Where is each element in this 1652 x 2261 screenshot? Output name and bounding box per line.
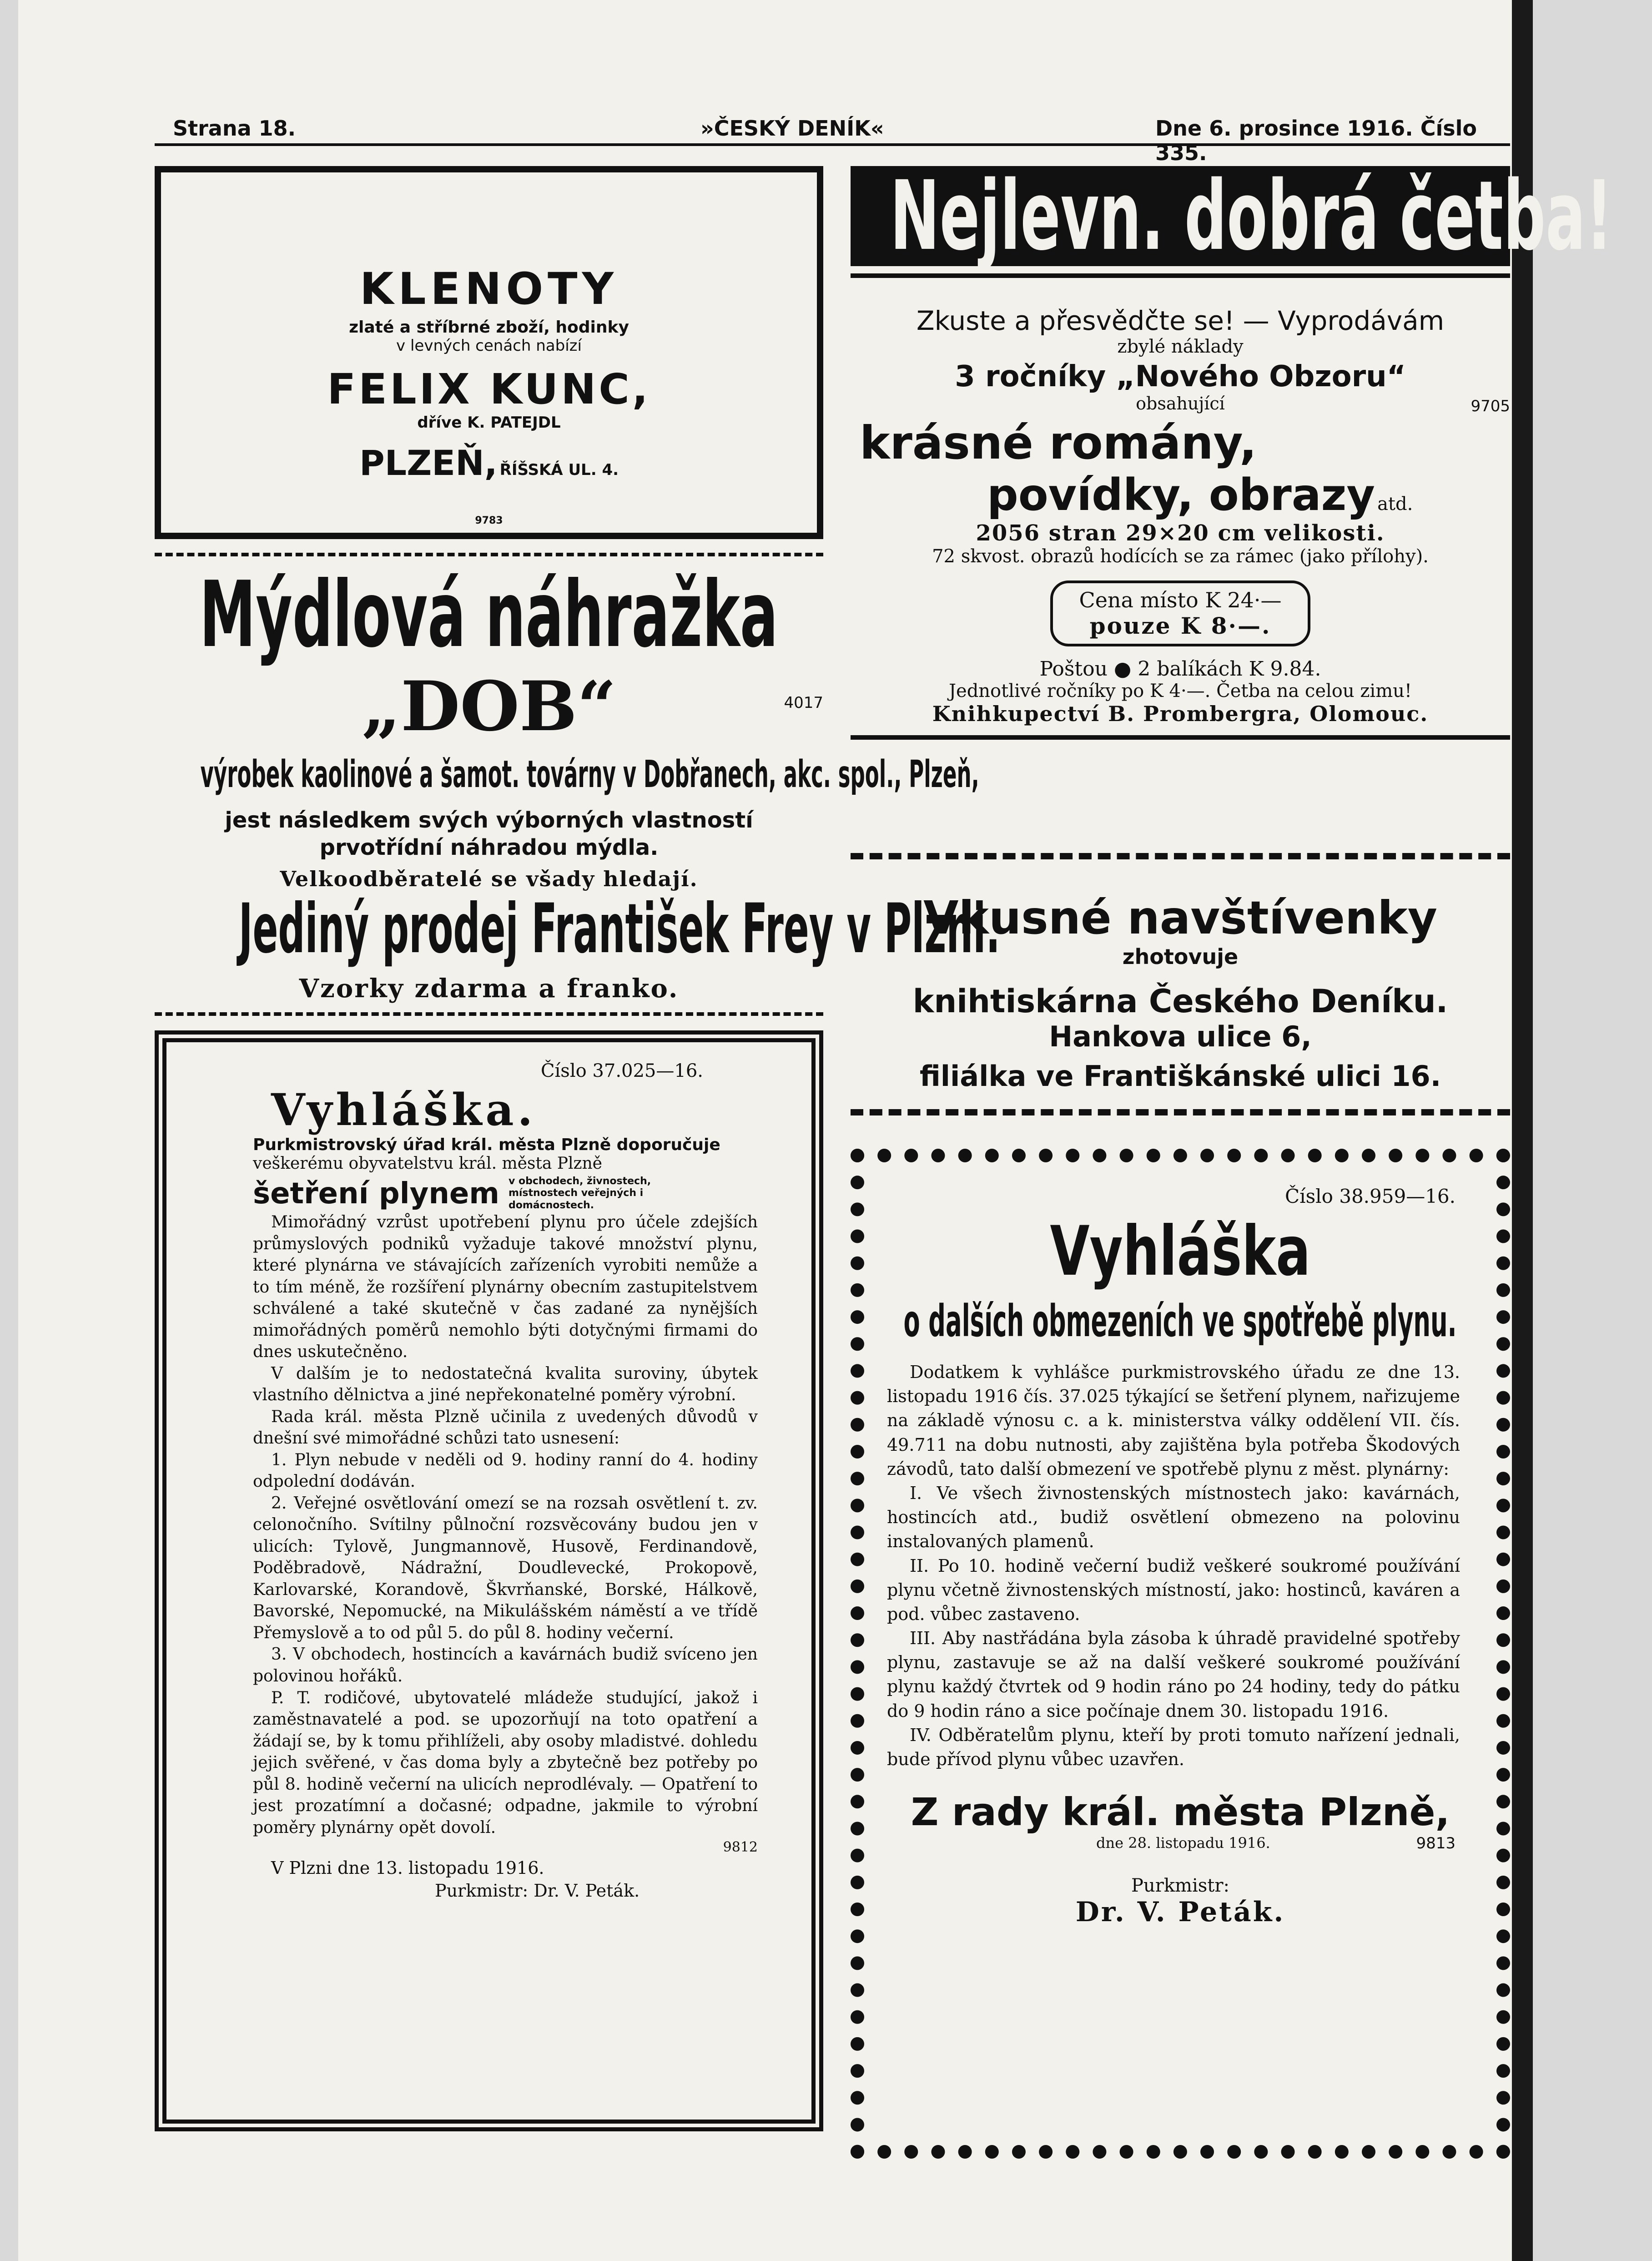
vyhlaska1-saving: šetření plynem <box>253 1176 499 1211</box>
vyhlaska2-content <box>887 1185 1474 1928</box>
mydlo-line2: jest následkem svých výborných vlastností <box>225 808 753 833</box>
cetba-price2: pouze K 8·—. <box>1089 612 1271 639</box>
klenoty-line1: zlaté a stříbrné zboží, hodinky <box>349 318 629 337</box>
cetba-code: 9705 <box>1471 397 1510 415</box>
vyhlaska1-date: V Plzni dne 13. listopadu 1916. <box>271 1857 544 1878</box>
navstivenky-line1: zhotovuje <box>1122 944 1239 969</box>
vyhlaska1-paragraph: Rada král. města Plzně učinila z uvedených důvodů v dnešní své mimořádné schůzi tato usnesení: <box>253 1407 758 1448</box>
mydlo-line5: Jediný prodej František Frey v Plzni. <box>238 889 1000 969</box>
vyhlaska2-signature-label: Purkmistr: <box>1131 1875 1229 1897</box>
mydlo-line4: Velkoodběratelé se všady hledají. <box>280 867 698 891</box>
vyhlaska2-paragraph: II. Po 10. hodině večerní budiž veškeré soukromé používání plynu včetně živnostenských místností, jako: hostinců, kaváren a pod. vůbec zastaveno. <box>887 1555 1460 1624</box>
mydlo-ad <box>155 553 1000 1021</box>
vyhlaska2-council: Z rady král. města Plzně, <box>911 1790 1450 1835</box>
vyhlaska1-paragraph: V dalším je to nedostatečná kvalita suroviny, úbytek vlastního dělnictva a jiné nepřekonatelné poměry výrobní. <box>253 1364 758 1405</box>
vyhlaska2-subtitle: o dalších obmezeních ve spotřebě plynu. <box>903 1296 1457 1347</box>
cetba-price-box <box>1050 580 1310 646</box>
navstivenky-line3: Hankova ulice 6, <box>1049 1020 1312 1053</box>
vyhlaska2-paragraph: Dodatkem k vyhlášce purkmistrovského úřadu ze dne 13. listopadu 1916 čís. 37.025 týkající se šetření plynem, nařizujeme na základě výnosu c. a k. ministerstva války oddělení VII. čís. 49.711 na dobu nutnosti, aby zajištěna byla potřeba Škodových závodů, tato další obmezení ve spotřebě plynu z měst. plynárny: <box>887 1362 1460 1479</box>
vyhlaska1-title: Vyhláška. <box>271 1084 537 1136</box>
vyhlaska2-number: Číslo 38.959—16. <box>1285 1185 1456 1207</box>
mydlo-code: 4017 <box>784 694 823 712</box>
cetba-line3: 3 ročníky „Nového Obzoru“ <box>955 360 1406 394</box>
vyhlaska2-frame <box>851 1149 1510 2159</box>
vyhlaska1-signature: Purkmistr: Dr. V. Peták. <box>435 1880 640 1901</box>
vyhlaska2-date: dne 28. listopadu 1916. <box>1096 1834 1270 1852</box>
klenoty-name: FELIX KUNC, <box>327 365 651 414</box>
cetba-line1: Zkuste a přesvědčte se! — Vyprodávám <box>916 305 1445 336</box>
klenoty-code: 9783 <box>475 515 503 526</box>
vyhlaska1-paragraph: 2. Veřejné osvětlování omezí se na rozsah osvětlení t. zv. celonočního. Svítilny půlnoční rozsvěcovány budou jen v ulicích: Tylově, Jungmannově, Husově, Ferdinandově, Poděbradově, Nádražní, Doudlevecké, Prokopově, Karlovarské, Korandově, Škvrňanské, Borské, Hálkově, Bavorské, Nepomucké, na Mikulášském náměstí a ve třídě Přemyslově a to od půl 5. do půl 8. hodiny večerní. <box>253 1494 758 1642</box>
vyhlaska1-intro1: Purkmistrovský úřad král. města Plzně doporučuje <box>253 1136 720 1154</box>
cetba-line5: krásné romány, <box>860 416 1257 469</box>
cetba-line9: Poštou ● 2 balíkách K 9.84. <box>1039 657 1321 681</box>
cetba-price1: Cena místo K 24·— <box>1079 588 1282 612</box>
vyhlaska1-number: Číslo 37.025—16. <box>540 1060 703 1081</box>
cetba-line10: Jednotlivé ročníky po K 4·—. Četba na celou zimu! <box>948 681 1412 702</box>
navstivenky-line4: filiálka ve Františkánské ulici 16. <box>919 1060 1441 1093</box>
vyhlaska2-paragraph: IV. Odběratelům plynu, kteří by proti tomuto nařízení jednali, bude přívod plynu vůbec uzavřen. <box>887 1725 1460 1769</box>
page-header <box>155 116 1510 165</box>
klenoty-street: ŘÍŠSKÁ UL. 4. <box>499 461 619 479</box>
vyhlaska1-paragraph: 1. Plyn nebude v neděli od 9. hodiny ranní do 4. hodiny odpolední dodáván. <box>253 1450 758 1491</box>
mydlo-line3: prvotřídní náhradou mýdla. <box>319 835 659 860</box>
vyhlaska1-content <box>189 1060 776 1902</box>
newspaper-page <box>18 0 1613 2261</box>
cetba-ad <box>851 160 1613 839</box>
cetba-atd: atd. <box>1377 494 1413 515</box>
klenoty-ad <box>155 166 823 539</box>
mydlo-line1: výrobek kaolinové a šamot. továrny v Dobřanech, akc. spol., Plzeň, <box>200 753 979 796</box>
vyhlaska1-intro2: veškerému obyvatelstvu král. města Plzně <box>253 1154 602 1173</box>
vyhlaska1-paragraph: 3. V obchodech, hostincích a kavárnách budiž svíceno jen polovinou hořáků. <box>253 1645 758 1686</box>
mydlo-line6: Vzorky zdarma a franko. <box>299 974 679 1004</box>
issue-date: Dne 6. prosince 1916. Číslo 335. <box>1155 116 1477 165</box>
page-number: Strana 18. <box>173 116 296 141</box>
vyhlaska2-signature: Dr. V. Peták. <box>1075 1896 1285 1928</box>
cetba-line2: zbylé náklady <box>1117 336 1244 357</box>
vyhlaska2-paragraph: III. Aby nastřádána byla zásoba k úhradě pravidelné spotřeby plynu, zastavuje se až na další veškeré soukromé používání plynu každý čtvrtek od 9 hodin ráno po 24 hodiny, tedy do pátku do 9 hodin ráno a sice počínaje dnem 30. listopadu 1916. <box>887 1628 1460 1721</box>
cetba-title: Nejlevn. dobrá četba! <box>890 160 1613 272</box>
vyhlaska1-frame <box>155 1030 823 2131</box>
cetba-line8: 72 skvost. obrazů hodících se za rámec (jako přílohy). <box>932 546 1429 567</box>
cetba-line11: Knihkupectví B. Prombergra, Olomouc. <box>932 702 1429 726</box>
klenoty-title: KLENOTY <box>359 263 619 314</box>
cetba-line4: obsahující <box>1136 394 1225 414</box>
navstivenky-line2: knihtiskárna Českého Deníku. <box>912 983 1448 1020</box>
cetba-line7: 2056 stran 29×20 cm velikosti. <box>976 520 1385 546</box>
vyhlaska1-saving-note: v obchodech, živnostech, místnostech veřejných i domácnostech. <box>508 1176 651 1211</box>
navstivenky-title: Vkusné navštívenky <box>923 891 1437 944</box>
klenoty-city: PLZEŇ, <box>359 443 498 483</box>
klenoty-line2: v levných cenách nabízí <box>396 337 582 355</box>
vyhlaska2-title: Vyhláška <box>1050 1212 1311 1291</box>
vyhlaska1-paragraph: Mimořádný vzrůst upotřebení plynu pro účele zdejších průmyslových podniků vyžaduje takové množství plynu, které plynárna ve stávajících zařízeních vyrobiti nemůže a to tím méně, že rozšíření plynárny obecním zastupitelstvem schválené a také skutečně v čas zadané za nynějších mimořádných poměrů nemohlo býti dotyčnými firmami do dnes uskutečněno. <box>253 1213 758 1362</box>
vyhlaska2-paragraph: I. Ve všech živnostenských místnostech jako: kavárnách, hostincích atd., budiž osvětlení obmezeno na polovinu instalovaných plamenů. <box>887 1483 1460 1552</box>
mydlo-brand: „DOB“ <box>361 666 617 747</box>
page-edge <box>1512 0 1533 2261</box>
cetba-line6: povídky, obrazy <box>987 469 1375 520</box>
newspaper-title: »ČESKÝ DENÍK« <box>700 116 884 141</box>
mydlo-title: Mýdlová náhražka <box>200 562 778 668</box>
vyhlaska1-paragraph: P. T. rodičové, ubytovatelé mládeže studující, jakož i zaměstnavatelé a pod. se upozorňují na toto opatření a žádají se, by k tomu přihlíželi, aby osoby mladistvé. dohledu jejich svěřené, v čas doma byly a zbytečně bez potřeby po půl 8. hodině večerní na ulicích neprodlévaly. — Opatření to jest prozatímní a dočasné; odpadne, jakmile to výrobní poměry plynárny opět dovolí. <box>253 1688 758 1837</box>
vyhlaska1-code: 9812 <box>723 1839 758 1856</box>
vyhlaska2-code: 9813 <box>1416 1834 1456 1853</box>
klenoty-former: dříve K. PATEJDL <box>417 414 561 432</box>
